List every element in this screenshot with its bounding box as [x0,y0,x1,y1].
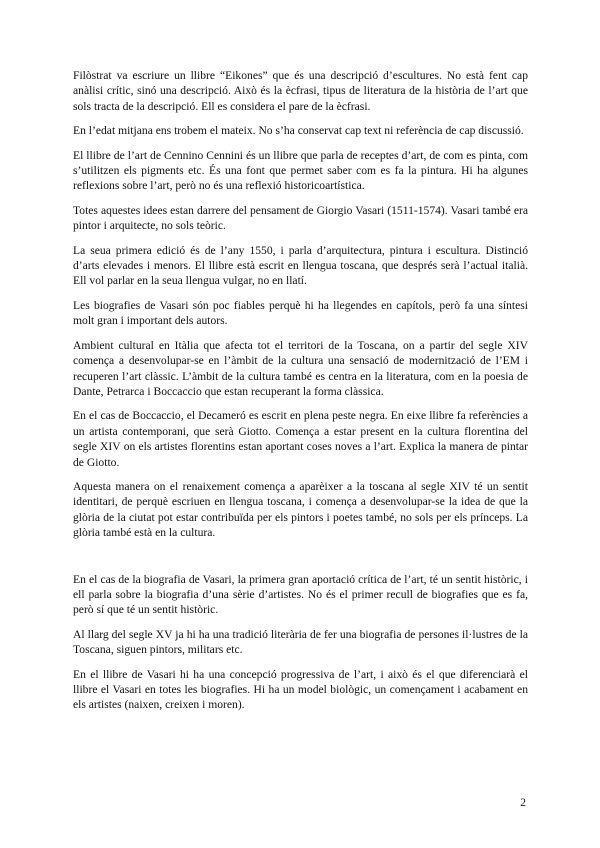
page-number: 2 [520,797,526,809]
paragraph-eikones: Filòstrat va escriure un llibre “Eikones” que és una descripció d’escultures. No està fent cap anàlisi crític, sinó una descripció. Això és la ècfrasi, tipus de literatura de la història de l’art que sols tracta de la descripció. Ell es considera el pare de la ècfrasi. [73,69,528,113]
paragraph-cennini: El llibre de l’art de Cennino Cennini és un llibre que parla de receptes d’art, de com es pinta, com s’utilitzen els pigments etc. És una font que permet saber com es fa la pintura. Hi ha algunes reflexions sobre l’art, però no és una reflexió historicoartística. [73,148,528,193]
paragraph-boccaccio: En el cas de Boccaccio, el Decameró es escrit en plena peste negra. En eixe llibre fa referències a un artista contemporani, que serà Giotto. Comença a estar present en la cultura florentina del segle XIV on els artistes florentins estan aportant coses noves a l’art. Explica la manera de pintar de Giotto. [73,409,528,469]
paragraph-ambient-cultural: Ambient cultural en Itàlia que afecta tot el territori de la Toscana, on a partir del segle XIV comença a desenvolupar-se en l’àmbit de la cultura una sensació de modernització de l’EM i recuperen l’art clàssic. L’àmbit de la cultura també es centra en la literatura, com en la poesia de Dante, Petrarca i Boccaccio que estan recuperant la forma clàssica. [73,338,528,398]
paragraph-edat-mitjana: En l’edat mitjana ens trobem el mateix. No s’ha conservat cap text ni referència de cap discussió. [73,124,524,138]
blank-line [73,550,528,572]
paragraph-vasari-intro: Totes aquestes idees estan darrere del pensament de Giorgio Vasari (1511-1574). Vasari també era pintor i arquitecte, no sols teòric. [73,203,528,233]
paragraph-primera-edicio: La seua primera edició és de l’any 1550, i parla d’arquitectura, pintura i escultura. Distinció d’arts elevades i menors. El llibre està escrit en llengua toscana, que després serà l’actual italià. Ell vol parlar en la seua llengua vulgar, no en llatí. [73,243,528,288]
paragraph-biografia-vasari: En el cas de la biografia de Vasari, la primera gran aportació crítica de l’art, té un sentit històric, i ell parla sobre la biografia d’una sèrie d’artistes. No és el primer recull de biografies que es fa, però sí que té un sentit històric. [73,572,528,617]
document-page [73,68,528,722]
paragraph-concepcio-progressiva: En el llibre de Vasari hi ha una concepció progressiva de l’art, i això és el que diferenciarà el llibre el Vasari en totes les biografies. Hi ha un model biològic, un començament i acabament en els artistes (naixen, creixen i moren). [73,667,528,712]
paragraph-biografies: Les biografies de Vasari són poc fiables perquè hi ha llegendes en capítols, però fa una síntesi molt gran i important dels autors. [73,298,528,328]
paragraph-renaixement: Aquesta manera on el renaixement comença a aparèixer a la toscana al segle XIV té un sentit identitari, de perquè escriuen en llengua toscana, i comença a desenvolupar-se la idea de que la glòria de la ciutat pot estar contribuïda per els pintors i poetes també, no sols per els prínceps. La glòria també està en la cultura. [73,479,528,540]
paragraph-segle-xv: Al llarg del segle XV ja hi ha una tradició literària de fer una biografia de persones il·lustres de la Toscana, siguen pintors, militars etc. [73,627,528,657]
